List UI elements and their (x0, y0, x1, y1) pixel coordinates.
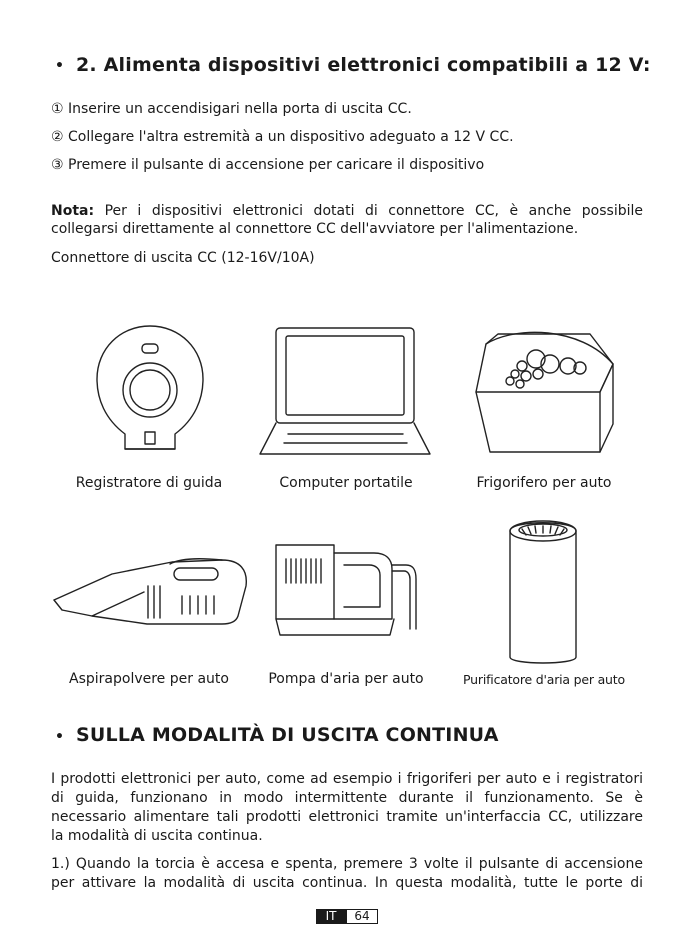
bullet: • (55, 729, 64, 745)
note-line-1 (51, 202, 643, 220)
note-label: Nota: (51, 203, 95, 219)
device-label-laptop: Computer portatile (279, 475, 413, 491)
car-vacuum-icon (52, 556, 250, 626)
step-1: ① Inserire un accendisigari nella porta di uscita CC. (51, 101, 412, 117)
paragraph-2-line-1: 1.) Quando la torcia è accesa e spenta, premere 3 volte il pulsante di accensione (51, 856, 643, 872)
connector-spec: Connettore di uscita CC (12-16V/10A) (51, 250, 315, 266)
paragraph-1-line-1: I prodotti elettronici per auto, come ad esempio i frigoriferi per auto e i registratori (51, 771, 643, 787)
paragraph-1-line-4: la modalità di uscita continua. (51, 828, 263, 844)
bullet: • (55, 58, 64, 74)
air-pump-icon (274, 543, 422, 643)
dash-cam-icon (95, 324, 205, 454)
device-label-dash-cam: Registratore di guida (75, 475, 223, 491)
car-fridge-icon (470, 324, 615, 454)
note-line-2: collegarsi direttamente al connettore CC dell'avviatore per l'alimentazione. (51, 221, 579, 237)
air-purifier-icon (508, 515, 578, 667)
device-label-vacuum: Aspirapolvere per auto (69, 671, 229, 687)
note-text-1: Per i dispositivi elettronici dotati di connettore CC, è anche possibile (104, 203, 643, 219)
section-title-continuous-output: SULLA MODALITÀ DI USCITA CONTINUA (76, 724, 499, 746)
section-title: 2. Alimenta dispositivi elettronici compatibili a 12 V: (76, 54, 651, 76)
step-3: ③ Premere il pulsante di accensione per caricare il dispositivo (51, 157, 485, 173)
paragraph-1-line-3: necessario alimentare tali prodotti elettronici tramite un'interfaccia CC, utilizzare (51, 809, 643, 825)
paragraph-2-line-2: per attivare la modalità di uscita continua. In questa modalità, tutte le porte di (51, 875, 643, 891)
device-label-pump: Pompa d'aria per auto (268, 671, 424, 687)
step-2: ② Collegare l'altra estremità a un dispositivo adeguato a 12 V CC. (51, 129, 514, 145)
paragraph-1-line-2: di guida, funzionano in modo intermittente durante il funzionamento. Se è (51, 790, 643, 806)
page-number-box (316, 909, 378, 924)
device-label-fridge: Frigorifero per auto (476, 475, 612, 491)
page-number: 64 (346, 909, 378, 924)
language-code: IT (316, 909, 346, 924)
device-label-purifier: Purificatore d'aria per auto (463, 672, 625, 687)
laptop-icon (258, 326, 433, 456)
